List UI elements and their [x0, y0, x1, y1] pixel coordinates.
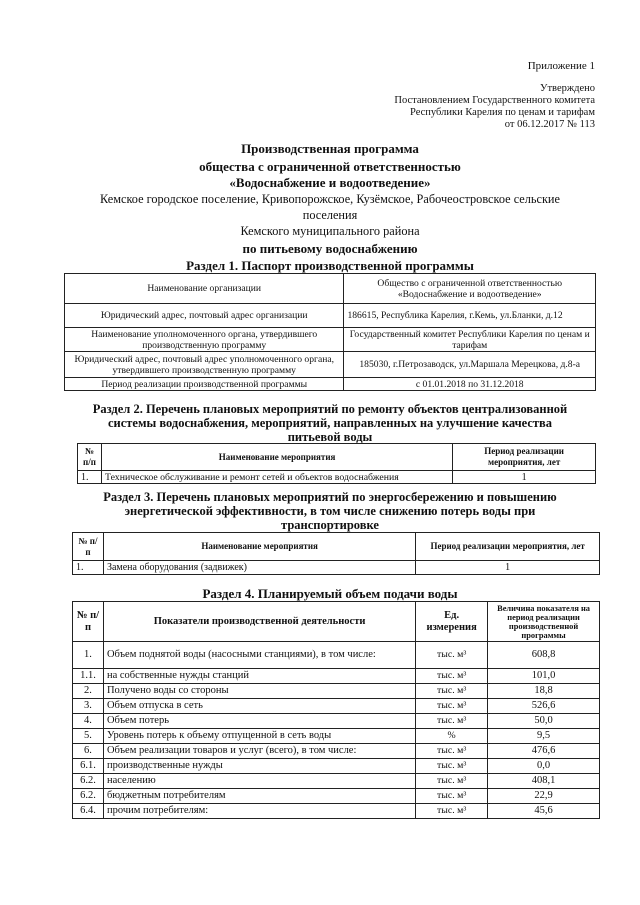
section2-table [77, 443, 596, 484]
table-row [73, 699, 600, 714]
row-num: 6.4. [73, 804, 104, 819]
section2-title-line-1: Раздел 2. Перечень плановых мероприятий по ремонту объектов централизованной [92, 402, 568, 416]
table-row [73, 561, 600, 575]
section3-title-line-3: транспортировке [281, 518, 379, 532]
section4-table [72, 601, 600, 819]
table-header-row [78, 444, 596, 471]
table-row [73, 642, 600, 669]
row-unit: тыс. м³ [416, 744, 488, 759]
row-name: производственные нужды [103, 759, 415, 774]
passport-label: Период реализации производственной программы [65, 378, 344, 391]
row-num: 1. [73, 642, 104, 669]
approval-date: от 06.12.2017 № 113 [504, 119, 595, 130]
row-value: 101,0 [488, 669, 600, 684]
row-num: 2. [73, 684, 104, 699]
row-value: 526,6 [488, 699, 600, 714]
title-line-3: «Водоснабжение и водоотведение» [229, 175, 431, 190]
passport-value: 186615, Республика Карелия, г.Кемь, ул.Бланки, д.12 [344, 304, 596, 328]
table-row [65, 304, 596, 328]
passport-value: 185030, г.Петрозаводск, ул.Маршала Мерецкова, д.8-а [344, 352, 596, 378]
approved-by-line1: Постановлением Государственного комитета [394, 95, 595, 106]
table-row [73, 774, 600, 789]
row-unit: тыс. м³ [416, 789, 488, 804]
table-row [73, 744, 600, 759]
col-header-name: Показатели производственной деятельности [103, 602, 415, 642]
row-unit: тыс. м³ [416, 669, 488, 684]
section1-table [64, 273, 596, 391]
col-header-name: Наименование мероприятия [101, 444, 452, 471]
appendix-label: Приложение 1 [527, 60, 595, 72]
table-row [73, 669, 600, 684]
row-value: 408,1 [488, 774, 600, 789]
row-unit: тыс. м³ [416, 642, 488, 669]
col-header-period: Период реализации мероприятия, лет [416, 533, 600, 561]
title-line-4: Кемское городское поселение, Кривопорожское, Кузёмское, Рабочеостровское сельские [100, 192, 560, 206]
col-header-num: № п/п [73, 602, 104, 642]
col-header-name: Наименование мероприятия [103, 533, 415, 561]
passport-value: Государственный комитет Республики Карелия по ценам и тарифам [344, 328, 596, 352]
row-value: 608,8 [488, 642, 600, 669]
table-row [78, 471, 596, 484]
row-value: 9,5 [488, 729, 600, 744]
title-line-7: по питьевому водоснабжению [242, 241, 418, 256]
row-num: 6.2. [73, 789, 104, 804]
title-line-6: Кемского муниципального района [240, 224, 420, 238]
row-value: 18,8 [488, 684, 600, 699]
approved-label: Утверждено [540, 83, 595, 94]
table-row [73, 789, 600, 804]
row-num: 1.1. [73, 669, 104, 684]
table-header-row [73, 533, 600, 561]
table-row [65, 274, 596, 304]
section2-title-line-2: системы водоснабжения, мероприятий, направленных на улучшение качества [107, 416, 553, 430]
row-value: 0,0 [488, 759, 600, 774]
row-unit: тыс. м³ [416, 804, 488, 819]
row-num: 5. [73, 729, 104, 744]
row-name: Объем реализации товаров и услуг (всего), в том числе: [103, 744, 415, 759]
passport-value: Общество с ограниченной ответственностью «Водоснабжение и водоотведение» [344, 274, 596, 304]
row-name: Техническое обслуживание и ремонт сетей и объектов водоснабжения [101, 471, 452, 484]
table-header-row [73, 602, 600, 642]
row-value: 476,6 [488, 744, 600, 759]
row-period: 1 [453, 471, 596, 484]
row-value: 45,6 [488, 804, 600, 819]
row-unit: тыс. м³ [416, 759, 488, 774]
passport-label: Юридический адрес, почтовый адрес организации [65, 304, 344, 328]
row-num: 1. [78, 471, 102, 484]
table-row [65, 378, 596, 391]
title-line-1: Производственная программа [241, 141, 419, 156]
section2-title-line-3: питьевой воды [287, 430, 373, 444]
row-name: населению [103, 774, 415, 789]
table-row [65, 328, 596, 352]
row-num: 6.2. [73, 774, 104, 789]
row-num: 3. [73, 699, 104, 714]
col-header-num: № п/п [78, 444, 102, 471]
table-row [73, 804, 600, 819]
row-unit: тыс. м³ [416, 714, 488, 729]
row-unit: тыс. м³ [416, 699, 488, 714]
section3-title-line-1: Раздел 3. Перечень плановых мероприятий по энергосбережению и повышению [103, 490, 557, 504]
title-line-5: поселения [302, 208, 358, 222]
section2-title [40, 402, 620, 444]
passport-label: Наименование организации [65, 274, 344, 304]
passport-label: Наименование уполномоченного органа, утвердившего производственную программу [65, 328, 344, 352]
row-name: Объем потерь [103, 714, 415, 729]
row-period: 1 [416, 561, 600, 575]
col-header-unit: Ед. измерения [416, 602, 488, 642]
row-num: 6.1. [73, 759, 104, 774]
section3-title-line-2: энергетической эффективности, в том числе снижению потерь воды при [124, 504, 536, 518]
row-name: бюджетным потребителям [103, 789, 415, 804]
document-title [40, 141, 620, 257]
row-value: 50,0 [488, 714, 600, 729]
row-num: 1. [73, 561, 104, 575]
table-row [65, 352, 596, 378]
passport-label: Юридический адрес, почтовый адрес уполномоченного органа, утвердившего производственную программу [65, 352, 344, 378]
row-name: на собственные нужды станций [103, 669, 415, 684]
section4-title: Раздел 4. Планируемый объем подачи воды [202, 586, 458, 601]
row-num: 6. [73, 744, 104, 759]
section1-title: Раздел 1. Паспорт производственной программы [186, 258, 474, 273]
table-row [73, 759, 600, 774]
row-value: 22,9 [488, 789, 600, 804]
col-header-value: Величина показателя на период реализации производственной программы [488, 602, 600, 642]
table-row [73, 729, 600, 744]
row-name: Замена оборудования (задвижек) [103, 561, 415, 575]
section3-title [40, 490, 620, 532]
row-name: Объем поднятой воды (насосными станциями), в том числе: [103, 642, 415, 669]
row-name: Уровень потерь к объему отпущенной в сеть воды [103, 729, 415, 744]
row-num: 4. [73, 714, 104, 729]
row-unit: % [416, 729, 488, 744]
col-header-num: № п/п [73, 533, 104, 561]
passport-value: с 01.01.2018 по 31.12.2018 [344, 378, 596, 391]
row-name: Объем отпуска в сеть [103, 699, 415, 714]
row-name: Получено воды со стороны [103, 684, 415, 699]
title-line-2: общества с ограниченной ответственностью [199, 159, 461, 174]
section3-table [72, 532, 600, 575]
approval-block [394, 83, 595, 131]
row-unit: тыс. м³ [416, 774, 488, 789]
row-name: прочим потребителям: [103, 804, 415, 819]
row-unit: тыс. м³ [416, 684, 488, 699]
table-row [73, 714, 600, 729]
approved-by-line2: Республики Карелия по ценам и тарифам [410, 107, 595, 118]
table-row [73, 684, 600, 699]
col-header-period: Период реализации мероприятия, лет [453, 444, 596, 471]
